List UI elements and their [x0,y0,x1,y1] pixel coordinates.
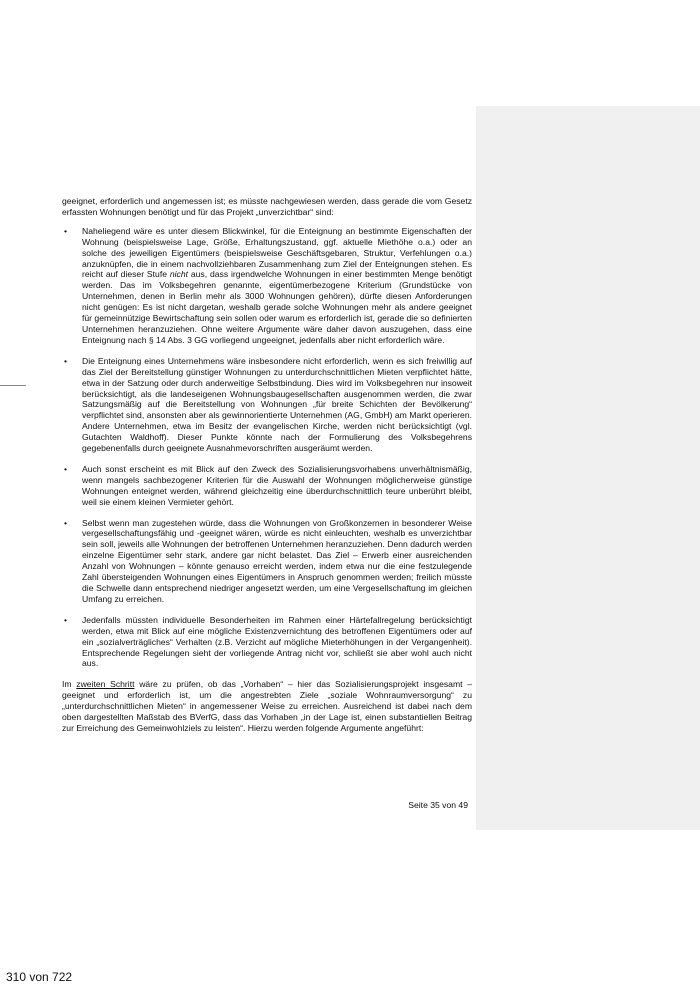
bullet-icon: • [64,517,68,528]
bullet-text-4: Selbst wenn man zugestehen würde, dass die Wohnungen von Großkonzernen in besonderer Weise vergesellschaftungsfähig und -geeignet wären, würde es nicht einleuchten, weshalb es unverzichtbar sein soll, jeweils alle Wohnungen der betroffenen Unternehmen heranzuziehen. Denn dadurch werden einzelne Eigentümer sehr stark, andere gar nicht belastet. Das Ziel – Erwerb einer ausreichenden Anzahl von Wohnungen – könnte genauso erreicht werden, indem etwa nur die eine festzulegende Zahl übersteigenden Wohnungen eines Eigentümers in Anspruch genommen werden; freilich müsste die Schwelle dann entsprechend niedriger angesetzt werden, um eine Vergesellschaftung im gleichen Umfang zu erreichen. [82,517,472,604]
bullet-icon: • [64,355,68,366]
list-item [62,464,472,508]
bullet-text-2: Die Enteignung eines Unternehmens wäre insbesondere nicht erforderlich, wenn es sich freiwillig auf das Ziel der Bereitstellung günstiger Wohnungen zu unterdurchschnittlichen Mieten verpflichtet hätte, etwa in der Satzung oder durch anderweitige Selbstbindung. Dies wird im Volksbegehren nur insoweit berücksichtigt, als die landeseigenen Wohnungsbaugesellschaften ausgenommen werden, die zwar Satzungsmäßig auf die Bereitstellung von Wohnungen „für breite Schichten der Bevölkerung“ verpflichtet sind, ansonsten aber als gewinnorientierte Unternehmen (AG, GmbH) am Markt operieren. Andere Unternehmen, etwa im Besitz der evangelischen Kirche, werden nicht berücksichtigt (vgl. Gutachten Waldhoff). Dieser Punkte könnte nach der Formulierung des Volksbegehrens gegebenenfalls durch geeignete Ausnahmevorschriften ausgeräumt werden. [82,355,472,454]
comment-pane [476,106,700,830]
intro-paragraph: geeignet, erforderlich und angemessen ist; es müsste nachgewiesen werden, dass gerade die vom Gesetz erfassten Wohnungen benötigt und für das Projekt „unverzichtbar“ sind: [62,196,472,217]
page-number: Seite 35 von 49 [408,800,468,810]
margin-mark [0,385,26,386]
bullet-icon: • [64,614,68,625]
bullet-icon: • [64,463,68,474]
bullet-text-3: Auch sonst erscheint es mit Blick auf den Zweck des Sozialisierungsvorhabens unverhältnismäßig, wenn mangels sachbezogener Kriterien für die Auswahl der Wohnungen möglicherweise günstige Wohnungen enteignet werden, während gleichzeitig eine überdurchschnittlich teure unberührt bleibt, weil sie einem kleinen Vermieter gehört. [82,463,472,507]
underlined-term: zweiten Schritt [76,679,135,690]
bullet-list [62,226,472,670]
emphasis: nicht [169,269,189,280]
document-page-count: 310 von 722 [6,970,73,984]
bullet-text-5: Jedenfalls müssten individuelle Besonderheiten im Rahmen einer Härtefallregelung berücksichtigt werden, etwa mit Blick auf eine mögliche Existenzvernichtung des betroffenen Eigentümers oder auf ein „sozialverträgliches“ Verhalten (z.B. Verzicht auf mögliche Mieterhöhungen in der Vergangenheit). Entsprechende Regelungen sieht der vorliegende Antrag nicht vor, schließt sie aber wohl auch nicht aus. [82,614,472,669]
list-item [62,615,472,670]
list-item [62,356,472,454]
list-item [62,518,472,605]
bullet-text-1: Naheliegend wäre es unter diesem Blickwinkel, für die Enteignung an bestimmte Eigenschaften der Wohnung (beispielsweise Lage, Größe, Erhaltungszustand, ggf. aktuelle Miethöhe o.a.) oder an solche des jeweiligen Eigentümers (beispielsweise Geschäftsgebaren, Struktur, Verfehlungen o.a.) anzuknüpfen, die in einem nachvollziehbaren Zusammenhang zum Ziel der Enteignungen stehen. Es reicht auf dieser Stufe nicht aus, dass irgendwelche Wohnungen in einer bestimmten Menge benötigt werden. Das im Volksbegehren genannte, eigentümerbezogene Kriterium (Grundstücke von Unternehmen, denen in Berlin mehr als 3000 Wohnungen gehören), dürfte diesen Anforderungen nicht genügen: Es ist nicht dargetan, weshalb gerade solche Wohnungen mehr als andere geeignet für gemeinnützige Bewirtschaftung sein sollen oder warum es erforderlich ist, gerade die so definierten Unternehmen heranzuziehen. Ohne weitere Argumente wäre daher davon auszugehen, dass eine Enteignung nach § 14 Abs. 3 GG vorliegend ungeeignet, jedenfalls aber nicht erforderlich wäre. [82,225,473,345]
bullet-icon: • [64,225,68,236]
page-body [62,196,472,734]
final-paragraph: Im zweiten Schritt wäre zu prüfen, ob das „Vorhaben“ – hier das Sozialisierungsprojekt insgesamt – geeignet und erforderlich ist, um die angestrebten Ziele „soziale Wohnraumversorgung“ zu „unterdurchschnittlichen Mieten“ in angemessener Weise zu erreichen. Ausreichend ist dabei nach dem oben dargestellten Maßstab des BVerfG, dass das Vorhaben „in der Lage ist, einen substantiellen Beitrag zur Erreichung des Gemeinwohlziels zu leisten“. Hierzu werden folgende Argumente angeführt: [62,679,472,733]
list-item [62,226,472,346]
